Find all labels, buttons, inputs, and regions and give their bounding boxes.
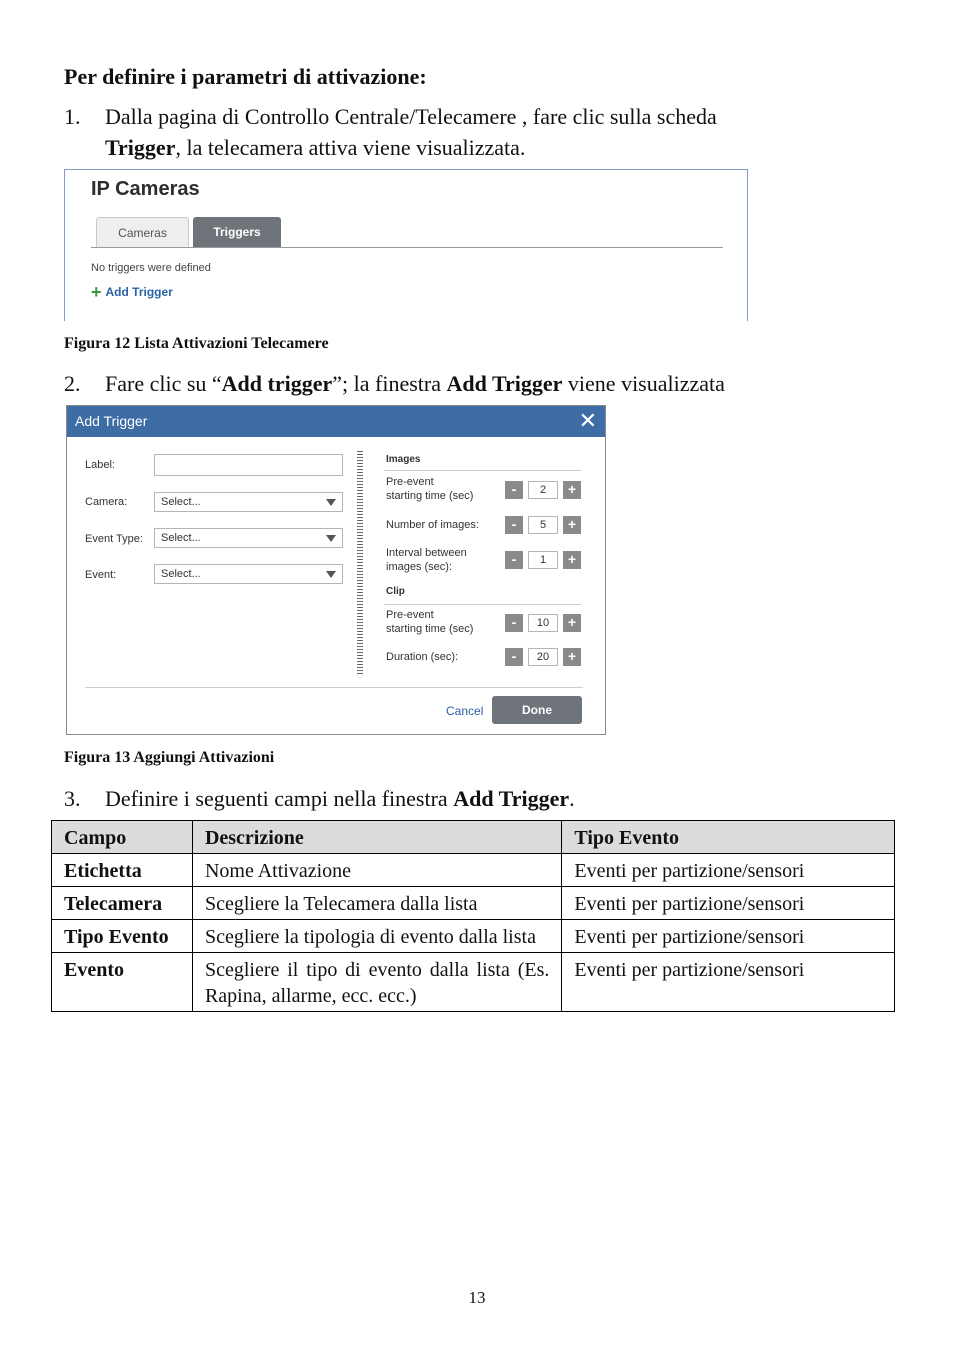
interval-minus-button[interactable]: - bbox=[505, 551, 523, 569]
duration-plus-button[interactable]: + bbox=[563, 648, 581, 666]
tab-triggers[interactable]: Triggers bbox=[193, 217, 281, 247]
section-divider bbox=[384, 604, 581, 605]
interval-label-line2: images (sec): bbox=[386, 561, 453, 573]
bold-term: Trigger bbox=[105, 135, 176, 160]
panel-divider bbox=[357, 451, 363, 675]
step-text-line2 bbox=[105, 132, 525, 163]
event-type-select[interactable] bbox=[154, 528, 343, 548]
step-text: Dalla pagina di Controllo Centrale/Telecamere , fare clic sulla scheda bbox=[105, 104, 717, 129]
clip-pre-event-minus-button[interactable]: - bbox=[505, 614, 523, 632]
pre-event-minus-button[interactable]: - bbox=[505, 481, 523, 499]
field-name-cell: Tipo Evento bbox=[52, 920, 193, 953]
clip-pre-event-label-line2: starting time (sec) bbox=[386, 623, 474, 635]
clip-pre-event-value[interactable]: 10 bbox=[528, 614, 558, 632]
tab-cameras[interactable]: Cameras bbox=[96, 217, 189, 248]
event-type-field-label: Event Type: bbox=[85, 533, 143, 545]
event-type-cell: Eventi per partizione/sensori bbox=[562, 854, 895, 887]
camera-field-label: Camera: bbox=[85, 496, 128, 508]
description-cell: Nome Attivazione bbox=[192, 854, 561, 887]
chevron-down-icon bbox=[326, 535, 336, 542]
duration-label: Duration (sec): bbox=[386, 651, 459, 663]
bold-term: Add Trigger bbox=[453, 786, 570, 811]
event-type-select-value: Select... bbox=[161, 532, 201, 544]
clip-pre-event-label bbox=[386, 608, 473, 636]
table-row bbox=[52, 854, 895, 887]
close-icon[interactable]: ✕ bbox=[578, 408, 597, 433]
field-name-cell: Evento bbox=[52, 953, 193, 1012]
column-header: Campo bbox=[52, 821, 193, 854]
pre-event-label bbox=[386, 475, 473, 503]
description-cell: Scegliere la Telecamera dalla lista bbox=[192, 887, 561, 920]
fields-table bbox=[51, 820, 895, 1012]
empty-state-text: No triggers were defined bbox=[91, 262, 211, 274]
step-text bbox=[105, 368, 725, 399]
column-header: Descrizione bbox=[192, 821, 561, 854]
add-trigger-dialog bbox=[66, 405, 606, 735]
table-row bbox=[52, 953, 895, 1012]
event-select[interactable] bbox=[154, 564, 343, 584]
label-field-label: Label: bbox=[85, 459, 115, 471]
footer-divider bbox=[85, 687, 583, 688]
clip-section-title: Clip bbox=[386, 586, 405, 597]
bold-term: Add Trigger bbox=[446, 371, 563, 396]
interval-plus-button[interactable]: + bbox=[563, 551, 581, 569]
images-section-title: Images bbox=[386, 454, 421, 465]
cancel-button[interactable]: Cancel bbox=[446, 704, 484, 718]
step-text bbox=[105, 783, 575, 814]
figure-12-caption: Figura 12 Lista Attivazioni Telecamere bbox=[64, 335, 329, 352]
dialog-title: Add Trigger bbox=[75, 413, 148, 429]
chevron-down-icon bbox=[326, 499, 336, 506]
interval-label bbox=[386, 546, 467, 574]
step-text-part: ”; la finestra bbox=[332, 371, 447, 396]
pre-event-label-line1: Pre-event bbox=[386, 476, 434, 488]
label-input[interactable] bbox=[154, 454, 343, 476]
pre-event-label-line2: starting time (sec) bbox=[386, 490, 474, 502]
event-select-value: Select... bbox=[161, 568, 201, 580]
step-number: 3. bbox=[64, 786, 81, 811]
duration-value[interactable]: 20 bbox=[528, 648, 558, 666]
description-cell: Scegliere la tipologia di evento dalla lista bbox=[192, 920, 561, 953]
step-text-rest: , la telecamera attiva viene visualizzata. bbox=[175, 135, 526, 160]
step-number: 1. bbox=[64, 104, 81, 129]
field-name-cell: Telecamera bbox=[52, 887, 193, 920]
column-header: Tipo Evento bbox=[562, 821, 895, 854]
description-cell: Scegliere il tipo di evento dalla lista (Es. Rapina, allarme, ecc. ecc.) bbox=[192, 953, 561, 1012]
camera-select[interactable] bbox=[154, 492, 343, 512]
done-button[interactable]: Done bbox=[492, 696, 582, 724]
add-trigger-label: Add Trigger bbox=[105, 285, 173, 299]
num-images-plus-button[interactable]: + bbox=[563, 516, 581, 534]
figure-ip-cameras bbox=[64, 169, 748, 321]
event-field-label: Event: bbox=[85, 569, 117, 581]
tab-underline bbox=[91, 247, 723, 248]
step-text-part: Definire i seguenti campi nella finestra bbox=[105, 786, 454, 811]
interval-label-line1: Interval between bbox=[386, 547, 467, 559]
step-text-part: viene visualizzata bbox=[562, 371, 725, 396]
interval-value[interactable]: 1 bbox=[528, 551, 558, 569]
step-number: 2. bbox=[64, 371, 81, 396]
event-type-cell: Eventi per partizione/sensori bbox=[562, 920, 895, 953]
num-images-label: Number of images: bbox=[386, 519, 479, 531]
duration-minus-button[interactable]: - bbox=[505, 648, 523, 666]
event-type-cell: Eventi per partizione/sensori bbox=[562, 953, 895, 1012]
camera-select-value: Select... bbox=[161, 496, 201, 508]
dialog-header bbox=[67, 406, 605, 437]
event-type-cell: Eventi per partizione/sensori bbox=[562, 887, 895, 920]
figure-13-caption: Figura 13 Aggiungi Attivazioni bbox=[64, 749, 275, 766]
pre-event-value[interactable]: 2 bbox=[528, 481, 558, 499]
step-text-part: Fare clic su “ bbox=[105, 371, 222, 396]
section-heading: Per definire i parametri di attivazione: bbox=[64, 64, 427, 89]
field-name-cell: Etichetta bbox=[52, 854, 193, 887]
num-images-minus-button[interactable]: - bbox=[505, 516, 523, 534]
clip-pre-event-label-line1: Pre-event bbox=[386, 609, 434, 621]
step-text-part: . bbox=[569, 786, 575, 811]
pre-event-plus-button[interactable]: + bbox=[563, 481, 581, 499]
table-row bbox=[52, 887, 895, 920]
clip-pre-event-plus-button[interactable]: + bbox=[563, 614, 581, 632]
section-divider bbox=[384, 470, 581, 471]
plus-icon: + bbox=[91, 282, 102, 302]
table-row bbox=[52, 920, 895, 953]
add-trigger-link[interactable] bbox=[91, 282, 173, 303]
num-images-value[interactable]: 5 bbox=[528, 516, 558, 534]
table-header-row bbox=[52, 821, 895, 854]
bold-term: Add trigger bbox=[221, 371, 333, 396]
chevron-down-icon bbox=[326, 571, 336, 578]
panel-title: IP Cameras bbox=[91, 178, 200, 200]
page-number: 13 bbox=[468, 1288, 486, 1307]
